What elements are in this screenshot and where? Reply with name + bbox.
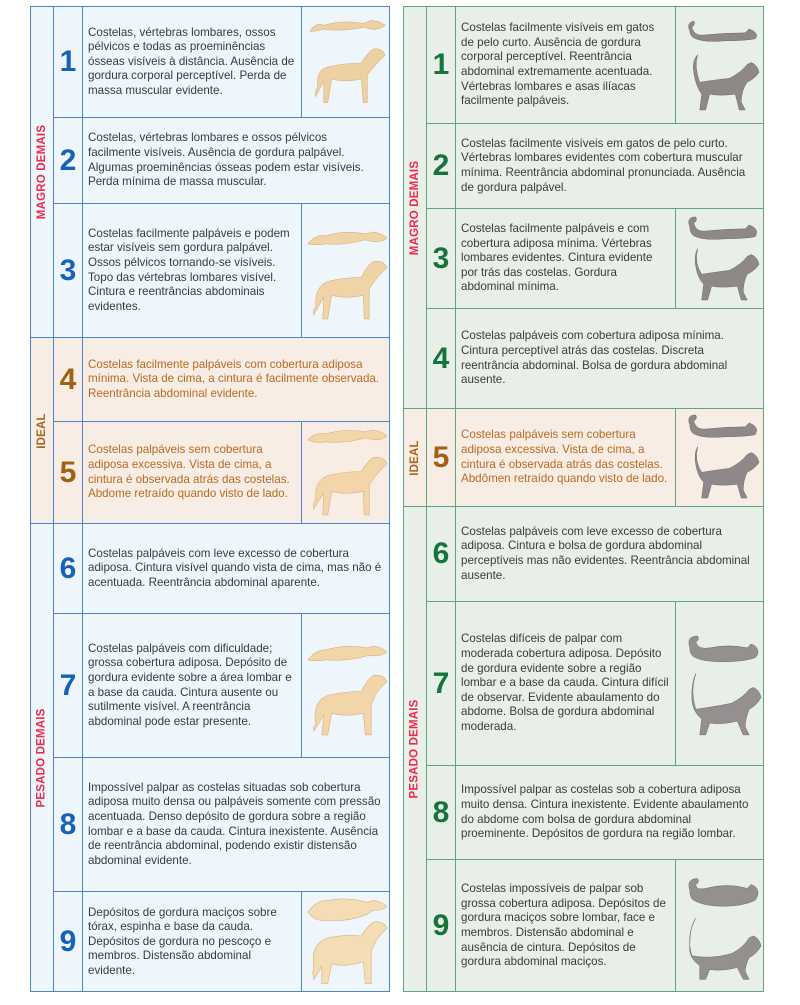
dog-score-row-4 [54,338,389,422]
cat-score-row-4 [427,309,763,409]
score-number: 8 [427,766,456,859]
cat-heavy-icon [675,602,763,765]
cat-group-label-ideal: IDEAL [404,409,427,506]
dog-score-row-3 [54,204,389,338]
cat-thin-icon [675,209,763,308]
cat-score-row-5 [427,409,763,507]
score-number: 3 [54,204,83,337]
dog-group-label-ideal: IDEAL [31,338,54,523]
dog-score-row-8 [54,758,389,892]
dog-score-row-2 [54,118,389,204]
score-number: 7 [54,614,83,757]
cat-body-condition-table [403,6,764,992]
score-description: Costelas facilmente visíveis em gatos de pelo curto. Ausência de gordura corporal perceptível. Reentrância abdominal extremamente acentuada. Vértebras lombares e asas ilíacas facilmente palpáveis. [461,21,655,108]
dog-obese-icon [301,892,389,992]
score-number: 6 [427,507,456,601]
score-description: Costelas palpáveis com leve excesso de cobertura adiposa. Cintura visível quando vista de cima, mas não é acentuada. Reentrância abdominal aparente. [88,546,382,589]
cat-score-row-1 [427,7,763,124]
dog-thin-icon [301,204,389,337]
cat-very-thin-icon [675,7,763,123]
dog-score-row-1 [54,7,389,118]
score-number: 7 [427,602,456,765]
cat-score-row-3 [427,209,763,309]
score-description: Costelas difíceis de palpar com moderada cobertura adiposa. Depósito de gordura evidente sobre a região lombar e a base da cauda. Cintura difícil de observar. Evidente abaulamento do abdome. Bolsa de gordura abdominal moderada. [461,632,669,733]
cat-group-label-magro: MAGRO DEMAIS [404,7,427,408]
score-description: Costelas palpáveis sem cobertura adiposa excessiva. Vista de cima, a cintura é observada atrás das costelas. Abdome retraído quando visto de lado. [88,443,290,501]
cat-obese-icon [675,860,763,992]
dog-score-row-9 [54,892,389,992]
cat-score-row-9 [427,860,763,992]
score-number: 8 [54,758,83,891]
score-description: Costelas facilmente palpáveis com cobertura adiposa mínima. Vista de cima, a cintura é facilmente observada. Reentrância abdominal evidente. [88,357,380,400]
score-description: Impossível palpar as costelas situadas sob cobertura adiposa muito densa ou palpáveis somente com pressão acentuada. Denso depósito de gordura sobre a região lombar e a base da cauda. Cintura inexistente. Ausência de reentrância abdominal, podendo existir distensão abdominal evidente. [88,780,381,867]
score-number: 9 [427,860,456,992]
cat-score-row-7 [427,602,763,766]
score-number: 2 [54,118,83,203]
score-number: 3 [427,209,456,308]
score-number: 4 [54,338,83,421]
score-number: 5 [54,422,83,523]
cat-score-row-6 [427,507,763,602]
cat-ideal-icon [675,409,763,506]
dog-heavy-icon [301,614,389,757]
dog-body-condition-table [30,6,390,992]
score-number: 4 [427,309,456,408]
score-description: Costelas palpáveis sem cobertura adiposa excessiva. Vista de cima, a cintura é observada atrás das costelas. Abdômen retraído quando visto de lado. [461,428,668,486]
dog-score-row-5 [54,422,389,524]
score-number: 6 [54,524,83,613]
cat-score-row-8 [427,766,763,860]
score-description: Costelas facilmente palpáveis e com cobertura adiposa mínima. Vértebras lombares evidentes. Cintura evidente por trás das costelas. Gordura abdominal mínima. [461,222,653,294]
score-number: 1 [54,7,83,117]
score-description: Costelas facilmente visíveis em gatos de pelo curto. Vértebras lombares evidentes com cobertura muscular mínima. Reentrância abdominal pronunciada. Ausência de gordura palpável. [461,136,746,194]
score-description: Costelas impossíveis de palpar sob grossa cobertura adiposa. Depósitos de gordura maciços sobre lombar, face e membros. Distensão abdominal e ausência de cintura. Depósitos de gordura abdominal maciços. [461,882,666,969]
score-description: Depósitos de gordura maciços sobre tórax, espinha e base da cauda. Depósitos de gordura no pescoço e membros. Distensão abdominal evidente. [88,905,277,977]
score-description: Costelas palpáveis com dificuldade; grossa cobertura adiposa. Depósito de gordura evidente sobre a área lombar e a base da cauda. Cintura ausente ou sutilmente visível. A reentrância abdominal pode estar presente. [88,641,292,728]
dog-score-row-7 [54,614,389,758]
dog-group-label-magro: MAGRO DEMAIS [31,7,54,337]
cat-group-label-pesado: PESADO DEMAIS [404,507,427,991]
score-description: Impossível palpar as costelas sob a cobertura adiposa muito densa. Cintura inexistente. Evidente abaulamento do abdome com bolsa de gordura abdominal proeminente. Depósitos de gordura na região lombar. [461,783,749,841]
score-description: Costelas facilmente palpáveis e podem estar visíveis sem gordura palpável. Ossos pélvicos tornando-se visíveis. Topo das vértebras lombares visível. Cintura e reentrâncias abdominais evidentes. [88,226,290,313]
score-number: 2 [427,124,456,208]
dog-score-row-6 [54,524,389,614]
score-description: Costelas palpáveis com leve excesso de cobertura adiposa. Cintura e bolsa de gordura abdominal perceptíveis mas não evidentes. Reentrância abdominal ausente. [461,524,750,582]
dog-ideal-icon [301,422,389,523]
dog-group-label-pesado: PESADO DEMAIS [31,524,54,991]
score-number: 9 [54,892,83,992]
dog-very-thin-icon [301,7,389,117]
score-description: Costelas, vértebras lombares, ossos pélvicos e todas as proeminências ósseas visíveis à distância. Ausência de gordura corporal perceptível. Perda de massa muscular evidente. [88,25,295,97]
score-description: Costelas palpáveis com cobertura adiposa mínima. Cintura perceptível atrás das costelas. Discreta reentrância abdominal. Bolsa de gordura abdominal ausente. [461,329,728,387]
cat-score-row-2 [427,124,763,209]
score-number: 1 [427,7,456,123]
score-number: 5 [427,409,456,506]
score-description: Costelas, vértebras lombares e ossos pélvicos facilmente visíveis. Ausência de gordura palpável. Algumas proeminências ósseas podem estar visíveis. Perda mínima de massa muscular. [88,131,364,189]
